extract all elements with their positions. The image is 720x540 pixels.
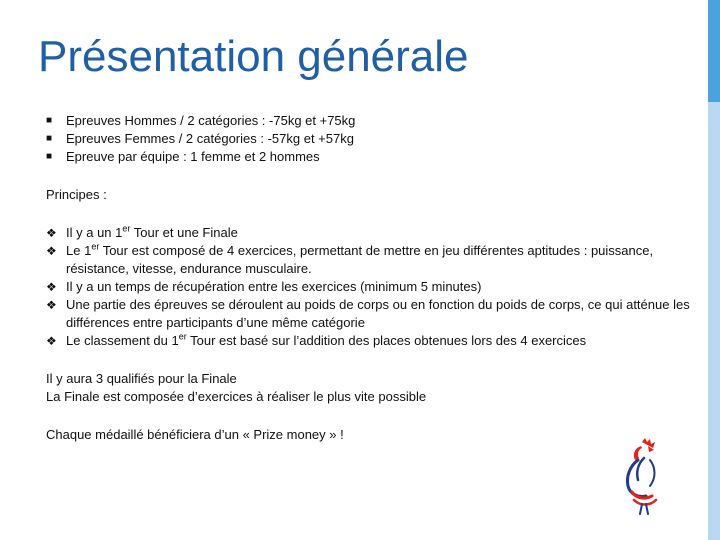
principe-text: Il y a un 1er Tour et une Finale [66,223,238,240]
diamond-bullet-icon: ❖ [46,244,57,258]
category-text: Epreuve par équipe : 1 femme et 2 hommes [66,149,320,164]
diamond-bullet-icon: ❖ [46,226,57,240]
category-item [46,148,696,166]
page-title: Présentation générale [38,32,469,81]
principe-item [46,332,696,350]
finale-line-1: Il y aura 3 qualifiés pour la Finale [46,371,237,386]
principe-text: Il y a un temps de récupération entre les exercices (minimum 5 minutes) [66,279,482,294]
square-bullet-icon: ■ [46,151,53,162]
principe-text: Le classement du 1er Tour est basé sur l’addition des places obtenues lors des 4 exercices [66,331,587,348]
principe-item [46,278,696,296]
category-text: Epreuves Femmes / 2 catégories : -57kg et +57kg [66,131,354,146]
diamond-bullet-icon: ❖ [46,334,57,348]
principe-text: Le 1er Tour est composé de 4 exercices, permettant de mettre en jeu différentes aptitudes : puissance, résistance, vitesse, endurance musculaire. [66,241,654,276]
principe-item [46,296,696,332]
principe-item [46,224,696,242]
principes-label: Principes : [46,187,107,202]
principe-item [46,242,696,278]
slide-body [46,112,696,444]
category-item [46,130,696,148]
prize-text: Chaque médaillé bénéficiera d’un « Prize money » ! [46,427,344,442]
principe-text: Une partie des épreuves se déroulent au poids de corps ou en fonction du poids de corps, ce qui atténue les différences entre participants d’une même catégorie [66,297,690,330]
square-bullet-icon: ■ [46,115,53,126]
square-bullet-icon: ■ [46,133,53,144]
finale-line-2: La Finale est composée d’exercices à réaliser le plus vite possible [46,389,427,404]
category-item [46,112,696,130]
diamond-bullet-icon: ❖ [46,280,57,294]
diamond-bullet-icon: ❖ [46,298,57,312]
side-bar-accent [708,0,720,102]
category-text: Epreuves Hommes / 2 catégories : -75kg et +75kg [66,113,356,128]
rooster-logo-icon [620,436,670,520]
